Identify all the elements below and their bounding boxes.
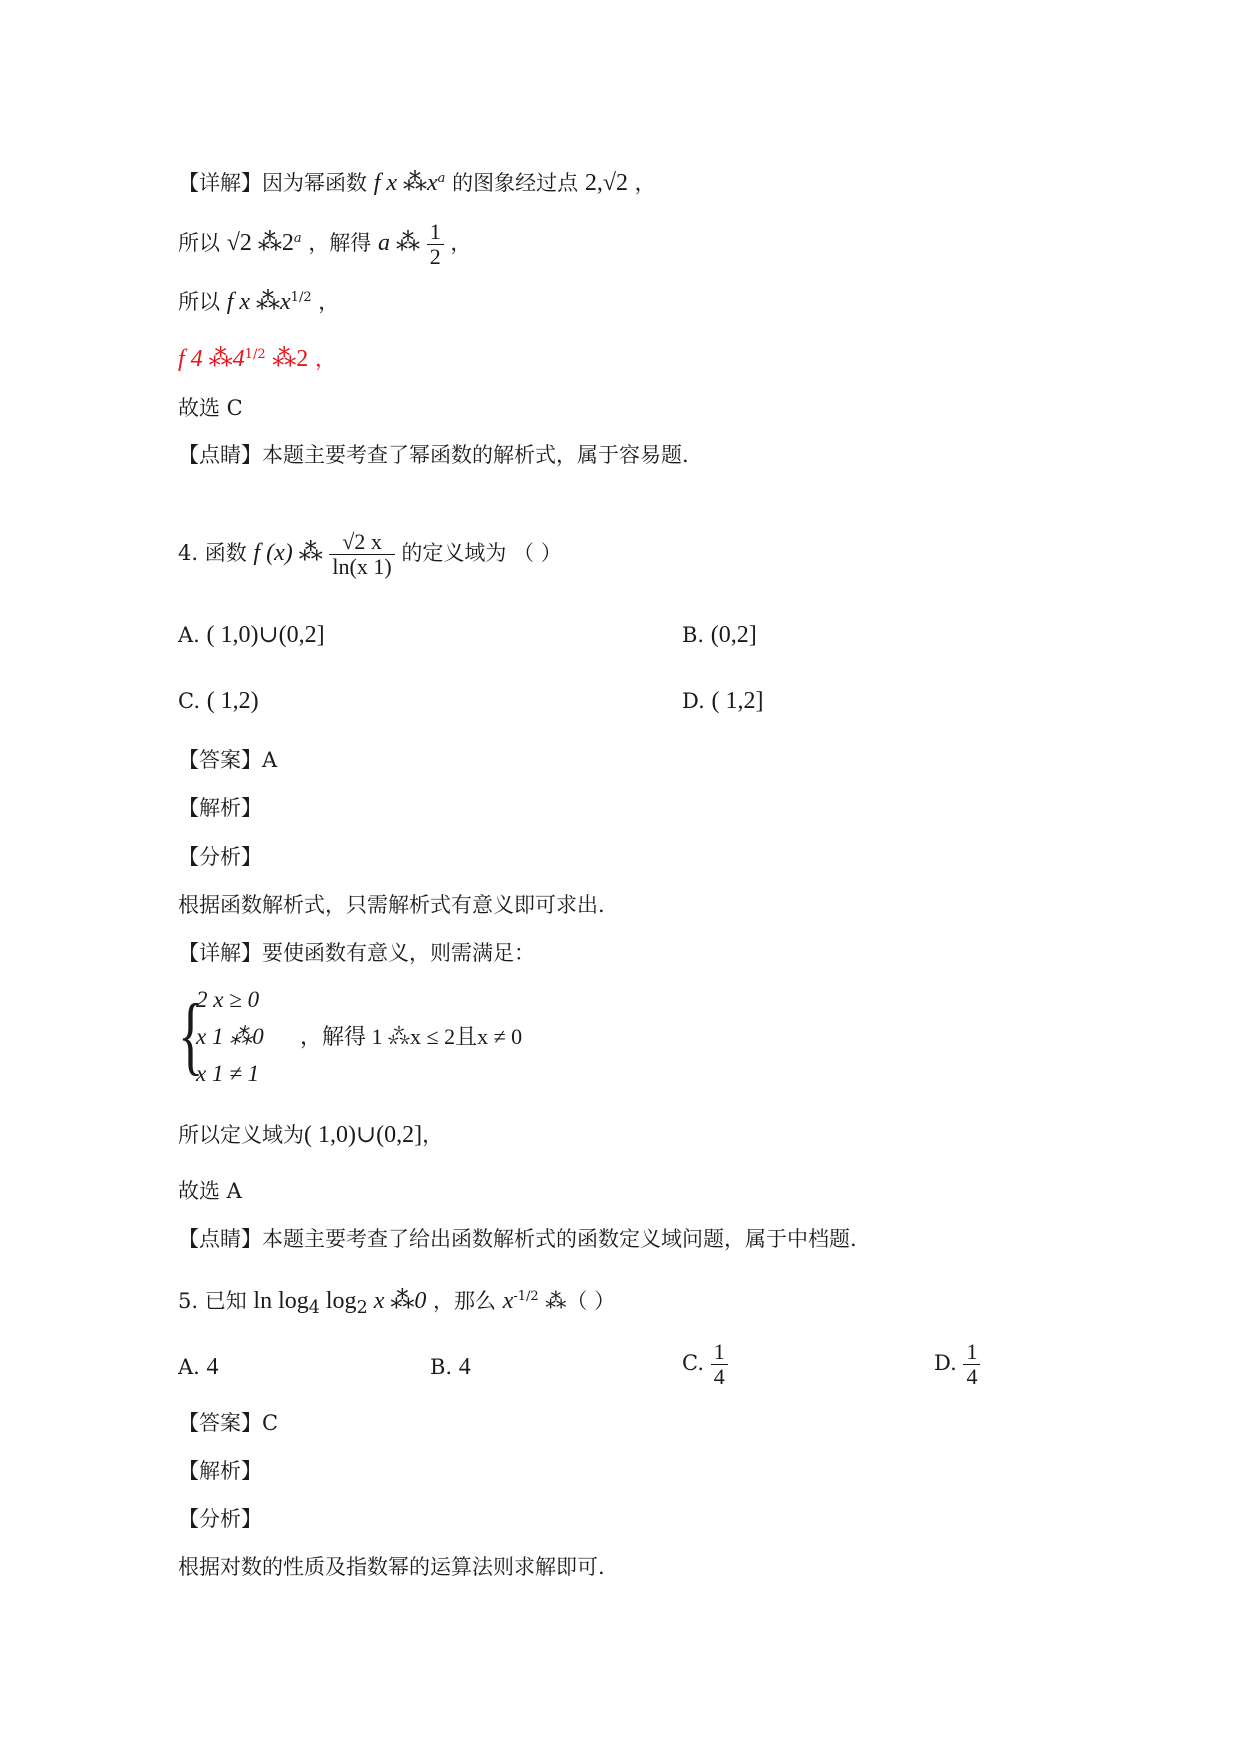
a-equals: a ⁂ (378, 230, 420, 256)
question-5-mid: ，那么 (433, 1289, 497, 1313)
log-expr-3: x ⁂0 (367, 1288, 427, 1314)
reasoning-label: 【分析】 (178, 845, 262, 869)
point-coordinates: 2,√2 (584, 170, 628, 196)
fraction-denominator: 4 (966, 1364, 978, 1389)
detail-line-3 (178, 283, 339, 317)
option-d (934, 1340, 980, 1389)
exponent-a: a (437, 171, 446, 186)
option-b (682, 620, 757, 650)
solve-text: ，解得 (308, 231, 372, 255)
comment-text: 本题主要考查了给出函数解析式的函数定义域问题，属于中档题. (262, 1227, 857, 1251)
choose-c: 故选 C (178, 396, 243, 420)
comment-label: 【点睛】 (178, 1227, 262, 1251)
option-a (178, 1352, 219, 1382)
detail-text: 要使函数有意义，则需满足： (262, 941, 535, 965)
option-a (178, 620, 325, 650)
answer-a: 【答案】A (178, 748, 278, 772)
log-base-4: 4 (308, 1298, 320, 1319)
question-5-prefix: 5. 已知 (178, 1289, 247, 1313)
left-brace: { (178, 987, 204, 1084)
option-label: A. (178, 1355, 200, 1379)
option-label: C. (178, 689, 200, 713)
fraction-numerator: √2 x (329, 530, 394, 555)
detail-text: 因为幂函数 (262, 171, 367, 195)
result-2: ⁂2 (272, 346, 309, 372)
option-fraction (711, 1340, 728, 1389)
option-d (682, 686, 763, 716)
option-value: 4 (206, 1354, 219, 1380)
comma: ， (318, 290, 340, 314)
question-4-fx: f (x) ⁂ (253, 540, 323, 566)
system-row-2: x 1 ⁂0 (196, 1024, 264, 1049)
detail-line-1 (178, 164, 656, 198)
option-value: ( 1,0)∪(0,2] (206, 622, 325, 648)
equation-sqrt2: √2 ⁂2 (226, 230, 294, 256)
fraction-numerator: 1 (427, 220, 444, 245)
log-expr: ln log (253, 1288, 309, 1314)
detail-line-2 (178, 220, 471, 269)
option-value: 4 (458, 1354, 471, 1380)
option-label: B. (682, 623, 705, 647)
option-c (178, 686, 259, 716)
exponent-neg-half: -1/2 (513, 1289, 539, 1304)
analysis-label: 【解析】 (178, 1459, 262, 1483)
exponent-a-2: a (293, 231, 302, 246)
comma: ， (422, 1123, 444, 1147)
system-row-1: 2 x ≥ 0 (196, 987, 260, 1012)
system-row-3: x 1 ≠ 1 (196, 1061, 260, 1086)
answer-c: 【答案】C (178, 1411, 279, 1435)
comment-text: 本题主要考查了幂函数的解析式，属于容易题. (262, 443, 689, 467)
fraction-denominator: 4 (713, 1364, 725, 1389)
log-expr-2: log (319, 1288, 357, 1314)
function-expr: f x ⁂x (226, 289, 291, 315)
fraction-numerator: 1 (711, 1340, 728, 1365)
comma: ， (314, 347, 336, 371)
option-c (682, 1340, 728, 1389)
reasoning-text: 根据对数的性质及指数幂的运算法则求解即可. (178, 1555, 605, 1579)
question-4-prefix: 4. 函数 (178, 541, 247, 565)
option-fraction (963, 1340, 980, 1389)
detail-line (178, 938, 535, 968)
domain-text: 所以定义域为 (178, 1123, 304, 1147)
comment-line (178, 440, 689, 470)
choose-a: 故选 A (178, 1179, 242, 1203)
option-label: B. (430, 1355, 453, 1379)
comma: ， (634, 171, 656, 195)
question-5 (178, 1282, 615, 1323)
question-4 (178, 530, 562, 579)
question-4-suffix: 的定义域为 （ ） (401, 541, 562, 565)
f4-expr: f 4 ⁂4 (178, 346, 245, 372)
so-text: 所以 (178, 290, 220, 314)
reasoning-text: 根据函数解析式，只需解析式有意义即可求出. (178, 893, 605, 917)
domain-value: ( 1,0)∪(0,2] (304, 1122, 423, 1148)
fraction-half (427, 220, 444, 269)
fraction-denominator: 2 (429, 244, 441, 269)
option-label: A. (178, 623, 200, 647)
exponent-half: 1/2 (290, 290, 312, 305)
comment-line-2 (178, 1224, 857, 1254)
system-solution: ，解得 1 ⁂x ≤ 2且x ≠ 0 (300, 1024, 523, 1049)
question-5-end: ⁂（ ） (545, 1289, 616, 1313)
fraction-denominator: ln(x 1) (332, 554, 392, 579)
power-function-expr: f x ⁂x (373, 170, 438, 196)
detail-label: 【详解】 (178, 171, 262, 195)
option-value: (0,2] (710, 622, 757, 648)
so-text: 所以 (178, 231, 220, 255)
option-label: C. (682, 1351, 704, 1375)
detail-line-4 (178, 340, 336, 374)
detail-label: 【详解】 (178, 941, 262, 965)
option-value: ( 1,2] (711, 688, 764, 714)
detail-text-2: 的图象经过点 (452, 171, 579, 195)
comment-label: 【点睛】 (178, 443, 262, 467)
x-expr: x (502, 1288, 514, 1314)
comma: ， (450, 231, 472, 255)
reasoning-label: 【分析】 (178, 1507, 262, 1531)
analysis-label: 【解析】 (178, 796, 262, 820)
question-4-fraction (329, 530, 394, 579)
domain-line (178, 1120, 443, 1150)
option-b (430, 1352, 471, 1382)
option-label: D. (682, 689, 705, 713)
log-base-2: 2 (356, 1298, 368, 1319)
exponent-half-2: 1/2 (244, 347, 266, 362)
option-value: ( 1,2) (206, 688, 259, 714)
option-label: D. (934, 1351, 957, 1375)
fraction-numerator: 1 (963, 1340, 980, 1365)
